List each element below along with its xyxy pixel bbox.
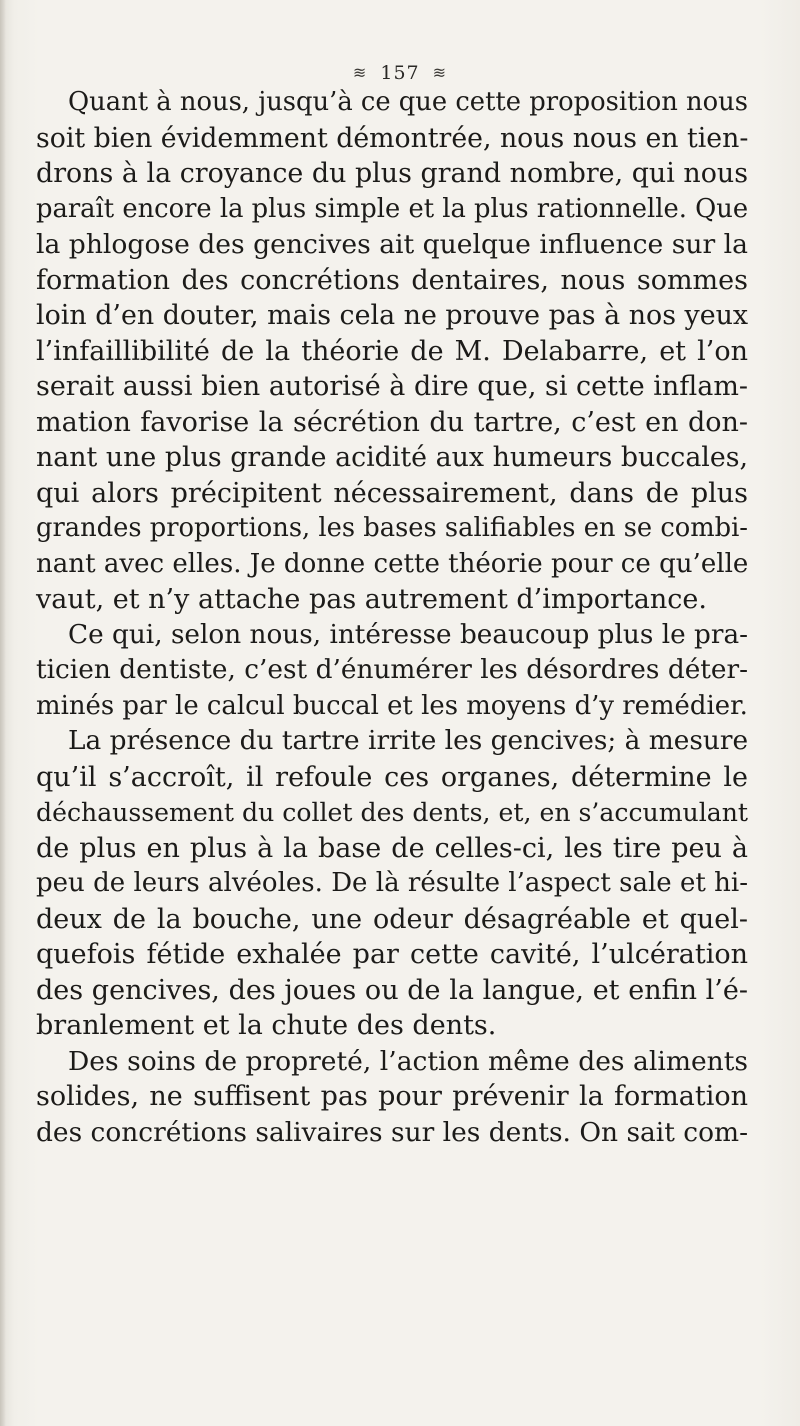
text-line: nant une plus grande acidité aux humeurs buccales, bbox=[36, 442, 748, 473]
text-line: La présence du tartre irrite les gencives; à mesure bbox=[68, 726, 749, 756]
text-line: serait aussi bien autorisé à dire que, si cette inflam- bbox=[36, 371, 748, 402]
text-line: ticien dentiste, c’est d’énumérer les désordres déter- bbox=[36, 655, 748, 685]
text-line: drons à la croyance du plus grand nombre, qui nous bbox=[36, 158, 748, 189]
text-line: nant avec elles. Je donne cette théorie pour ce qu’elle bbox=[36, 548, 749, 579]
paragraph-1 bbox=[36, 85, 748, 618]
paragraph-4 bbox=[36, 1044, 748, 1151]
text-line: Quant à nous, jusqu’à ce que cette proposition nous bbox=[68, 87, 748, 117]
text-line: quefois fétide exhalée par cette cavité, l’ulcération bbox=[36, 939, 748, 970]
text-line: Des soins de propreté, l’action même des aliments bbox=[68, 1045, 748, 1077]
ornament-left-icon: ≋ bbox=[352, 63, 368, 82]
text-line: déchaussement du collet des dents, et, en s’accumulant bbox=[36, 798, 748, 827]
text-line: deux de la bouche, une odeur désagréable et quel- bbox=[36, 903, 748, 935]
page-header bbox=[0, 62, 800, 84]
ornament-right-icon: ≋ bbox=[432, 63, 448, 82]
text-line: minés par le calcul buccal et les moyens d’y remédier. bbox=[36, 690, 748, 721]
text-line: paraît encore la plus simple et la plus rationnelle. Que bbox=[36, 193, 749, 224]
text-line: soit bien évidemment démontrée, nous nous en tien- bbox=[36, 122, 749, 154]
text-line: la phlogose des gencives ait quelque influence sur la bbox=[36, 229, 748, 260]
text-line: mation favorise la sécrétion du tartre, c’est en don- bbox=[36, 406, 748, 438]
text-line: grandes proportions, les bases salifiables en se combi- bbox=[36, 513, 748, 543]
text-line: branlement et la chute des dents. bbox=[36, 1010, 497, 1041]
text-line: loin d’en douter, mais cela ne prouve pas à nos yeux bbox=[36, 300, 749, 331]
paragraph-3 bbox=[36, 724, 748, 1044]
text-line: solides, ne suffisent pas pour prévenir la formation bbox=[36, 1081, 748, 1112]
body-text bbox=[36, 85, 748, 1150]
text-line: l’infaillibilité de la théorie de M. Delabarre, et l’on bbox=[36, 335, 748, 367]
text-line: Ce qui, selon nous, intéresse beaucoup plus le pra- bbox=[68, 619, 749, 650]
text-line: des concrétions salivaires sur les dents. On sait com- bbox=[36, 1116, 748, 1148]
text-line: vaut, et n’y attache pas autrement d’importance. bbox=[36, 584, 707, 615]
text-line: des gencives, des joues ou de la langue, et enfin l’é- bbox=[36, 974, 748, 1006]
text-line: formation des concrétions dentaires, nous sommes bbox=[36, 264, 748, 296]
text-line: qu’il s’accroît, il refoule ces organes, détermine le bbox=[36, 761, 748, 793]
paragraph-2 bbox=[36, 618, 748, 725]
text-line: peu de leurs alvéoles. De là résulte l’aspect sale et hi- bbox=[36, 868, 748, 898]
page-gutter-shadow bbox=[0, 0, 6, 1426]
text-line: de plus en plus à la base de celles-ci, les tire peu à bbox=[36, 832, 748, 864]
text-line: qui alors précipitent nécessairement, dans de plus bbox=[36, 477, 748, 509]
page-number: 157 bbox=[380, 62, 420, 84]
